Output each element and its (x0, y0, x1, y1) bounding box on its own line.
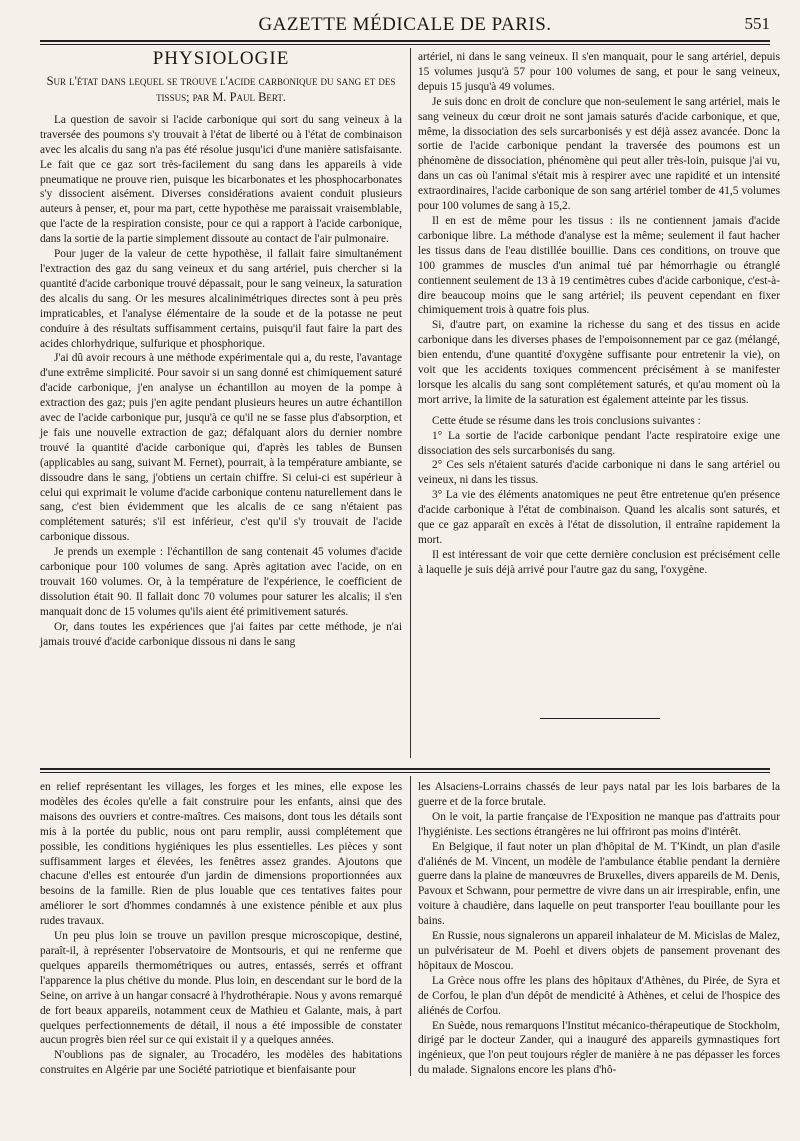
article-left-column (40, 48, 402, 650)
conclusion-1: 1° La sortie de l'acide carbonique pendant l'acte respiratoire exige une dissociation des sels surcarbonisés du sang. (418, 429, 780, 457)
paragraph: En Russie, nous signalerons un appareil inhalateur de M. Micislas de Malez, un pulvérisateur de M. Poehl et divers objets de pansement provenant des hôpitaux de Moscou. (418, 930, 780, 972)
paragraph: Si, d'autre part, on examine la richesse du sang et des tissus en acide carbonique dans les diverses phases de l'empoisonnement par ce gaz (mélangé, bien entendu, d'une quantité d'oxygène suffisante pour entretenir la vie), on voit que les accidents toxiques commencent précisément à se manifester lorsque les alcalis du sang sont complétement saturés, et qu'au moment où la mort arrive, la limite de la saturation est également atteinte par les tissus. (418, 319, 780, 406)
paragraph: Or, dans toutes les expériences que j'ai faites par cette méthode, je n'ai jamais trouvé d'acide carbonique dissous ni dans le sang (40, 620, 402, 648)
paragraph: Il est intéressant de voir que cette dernière conclusion est précisément celle à laquelle je suis déjà arrivé pour l'autre gaz du sang, l'oxygène. (418, 548, 780, 576)
column-divider (410, 776, 411, 1076)
paragraph: La Grèce nous offre les plans des hôpitaux d'Athènes, du Pirée, de Syra et de Corfou, le plan d'un dépôt de mendicité à Athènes, et celui de l'hospice des aliénés de Corfou. (418, 974, 780, 1017)
paragraph: les Alsaciens-Lorrains chassés de leur pays natal par les lois barbares de la guerre et de la force brutale. (418, 781, 780, 808)
paragraph: En Suède, nous remarquons l'Institut mécanico-thérapeutique de Stockholm, dirigé par le docteur Zander, qui a inauguré des appareils gymnastiques fort ingénieux, que l'on peut toujours régler de manière à ne pas dépasser les forces du malade. Signalons encore les plans d'hô- (418, 1019, 780, 1077)
conclusion-2: 2° Ces sels n'étaient saturés d'acide carbonique ni dans le sang artériel ou veineux, ni dans les tissus. (418, 459, 780, 487)
paragraph: Pour juger de la valeur de cette hypothèse, il fallait faire simultanément l'extraction des gaz du sang veineux et du sang artériel, puis chercher si la quantité d'acide carbonique trouvé dépassait, pour le sang veineux, la saturation des alcalis du sang. Or les mesures alcalinimétriques directes sont à peu près impraticables, et l'analyse élémentaire de la soude et de la potasse ne peut conduire à des résultats suffisamment certains, puisqu'il faut faire la part des acides chlorhydrique, sulfurique et phosphorique. (40, 248, 402, 350)
paragraph: artériel, ni dans le sang veineux. Il s'en manquait, pour le sang artériel, depuis 15 volumes jusqu'à 57 pour 100 volumes de sang, et pour le sang veineux, depuis 15 jusqu'à 49 volumes. (418, 51, 780, 93)
lower-left-column (40, 780, 402, 1078)
page-header (40, 12, 770, 36)
article-end-rule (540, 718, 660, 719)
paragraph: La question de savoir si l'acide carbonique qui sort du sang veineux à la traversée des poumons s'y trouvait à l'état de liberté ou à l'état de combinaison avec les alcalis du sang n'a pas été résolue jusqu'ici d'une manière satisfaisante. Le fait que ce gaz sort très-facilement du sang dans les appareils à vide pneumatique ne prouve rien, puisque les bicarbonates et les phosphocarbonates s'y dissocient aisément. Diverses considérations avaient conduit plusieurs auteurs à penser, et, pour ma part, cette hypothèse me paraissait vraisemblable, que l'acte de la respiration consiste, pour ce qui a rapport à l'acide carbonique, dans la sortie de la partie simplement dissoute au contact de l'air pulmonaire. (40, 113, 402, 246)
lower-right-column (418, 780, 780, 1078)
paragraph: Je prends un exemple : l'échantillon de sang contenait 45 volumes d'acide carbonique pour 100 volumes de sang. Après agitation avec l'acide, on en trouvait 160 volumes. Or, à la température de l'expérience, le coefficient de dissolution était 90. Il fallait donc 70 volumes pour saturer les alcalis; il s'en manquait donc de 15 volumes qu'ils aient été primitivement saturés. (40, 546, 402, 618)
header-rule (40, 40, 770, 45)
conclusion-3: 3° La vie des éléments anatomiques ne peut être entretenue qu'en présence d'acide carbonique à l'état de combinaison. Quand les alcalis sont saturés, et que ce gaz apparaît en excès à l'état de dissolution, il entraîne rapidement la mort. (418, 489, 780, 546)
section-title: PHYSIOLOGIE (152, 48, 290, 69)
paragraph: Je suis donc en droit de conclure que non-seulement le sang artériel, mais le sang veineux du cœur droit ne sont jamais saturés d'acide carbonique, et que, même, la dissociation des sels surcarbonisés y est déjà assez avancée. Donc la sortie de l'acide carbonique pendant la traversée des poumons est un phénomène de dissociation, phénomène qui peut aller très-loin, puisque j'ai vu, dans un cas où l'animal s'était mis à respirer avec une rapidité et un intensité extraordinaires, l'acide carbonique de son sang artériel tomber de 41,5 volumes pour 100 volumes de sang à 15,2. (418, 95, 780, 213)
paragraph: en relief représentant les villages, les forges et les mines, elle expose les modèles des écoles qu'elle a fait construire pour les enfants, ainsi que des maisons des ouvriers et contre-maîtres. Ces maisons, dont tous les détails sont mis à la portée du public, nous ont paru remplir, aussi complétement que possible, les conditions hygiéniques les plus essentielles. Les pièces y sont suffisamment larges et élevées, les fenêtres assez grandes. Ajoutons que chacune d'elles est entourée d'un jardin de dimensions proportionnées aux besoins de la famille. Rien de plus louable que ces tentatives faites pour améliorer le sort d'hommes condamnés à une existence pénible et aux plus rudes travaux. (40, 781, 402, 928)
page-number: 551 (744, 14, 770, 33)
paragraph: Il en est de même pour les tissus : ils ne contiennent jamais d'acide carbonique libre. La méthode d'analyse est la même; seulement il faut hacher les tissus dans de l'eau distillée bouillie. Dans ces conditions, on trouve que 100 grammes de muscles d'un animal tué par hémorrhagie ou étranglé contiennent seulement de 13 à 19 centimètres cubes d'acide carbonique, c'est-à-dire beaucoup moins que le sang artériel; ils peuvent cependant en fixer chimiquement trois à quatre fois plus. (418, 214, 780, 317)
article-right-column (418, 50, 780, 578)
article-title: Sur l'état dans lequel se trouve l'acide carbonique du sang et des tissus; par M. Paul Bert. (46, 73, 396, 104)
paragraph: Cette étude se résume dans les trois conclusions suivantes : (432, 414, 701, 427)
paragraph: En Belgique, il faut noter un plan d'hôpital de M. T'Kindt, un plan d'asile d'aliénés de M. Vincent, un modèle de l'ambulance établie pendant la dernière guerre dans la plaine de manœuvres de Bruxelles, divers appareils de M. Denis, Pavoux et Schwann, pour permettre de vivre dans un air irrespirable, enfin, une voiture à chaudière, dans laquelle on peut transporter l'eau bouillante pour les bains. (418, 840, 780, 928)
paragraph: N'oublions pas de signaler, au Trocadéro, les modèles des habitations construites en Algérie par une Société patriotique et bienfaisante pour (40, 1049, 402, 1077)
paragraph: J'ai dû avoir recours à une méthode expérimentale qui a, du reste, l'avantage d'une extrême simplicité. Pour savoir si un sang donné est chimiquement saturé d'acide carbonique, j'en analyse un échantillon au moyen de la pompe à extraction des gaz; puis j'en agite pendant plusieurs heures un autre échantillon avec de l'acide carbonique pur, jusqu'à ce qu'il ne se fasse plus d'absorption, et je fais une nouvelle extraction de gaz; défalquant alors du dernier nombre trouvé la quantité d'acide carbonique qui, d'après les tables de Bunsen (applicables au sang, suivant M. Fernet), pourrait, à la température ambiante, se dissoudre dans le sang, j'obtiens un certain chiffre. Si celui-ci est supérieur à celui qui exprimait le volume d'acide carbonique contenu naturellement dans le sang, c'est bien évidemment que les alcalis de ce sang n'étaient pas complétement saturés; s'il est inférieur, c'est qu'il s'y trouvait de l'acide carbonique dissous. (40, 352, 402, 544)
paragraph: On le voit, la partie française de l'Exposition ne manque pas d'attraits pour l'hygiéniste. Les sections étrangères ne lui offriront pas moins d'intérêt. (418, 810, 780, 838)
paragraph: Un peu plus loin se trouve un pavillon presque microscopique, destiné, paraît-il, à représenter l'observatoire de Montsouris, et qui ne renferme que quelques appareils thermométriques ou autres, entassés, serrés et offrant l'apparence la plus chétive du monde. Plus loin, en descendant sur le bord de la Seine, on arrive à un hangar consacré à l'hydrothérapie. Nous y avons remarqué de fort beaux appareils, notamment ceux de Mathieu et Galante, mais, à part quelques perfectionnements de détail, il nous a été impossible de constater aucun progrès bien réel sur ce qui existait il y a quelques années. (40, 930, 402, 1047)
section-separator (40, 768, 770, 773)
running-title: GAZETTE MÉDICALE DE PARIS. (258, 14, 552, 35)
column-divider (410, 48, 411, 758)
